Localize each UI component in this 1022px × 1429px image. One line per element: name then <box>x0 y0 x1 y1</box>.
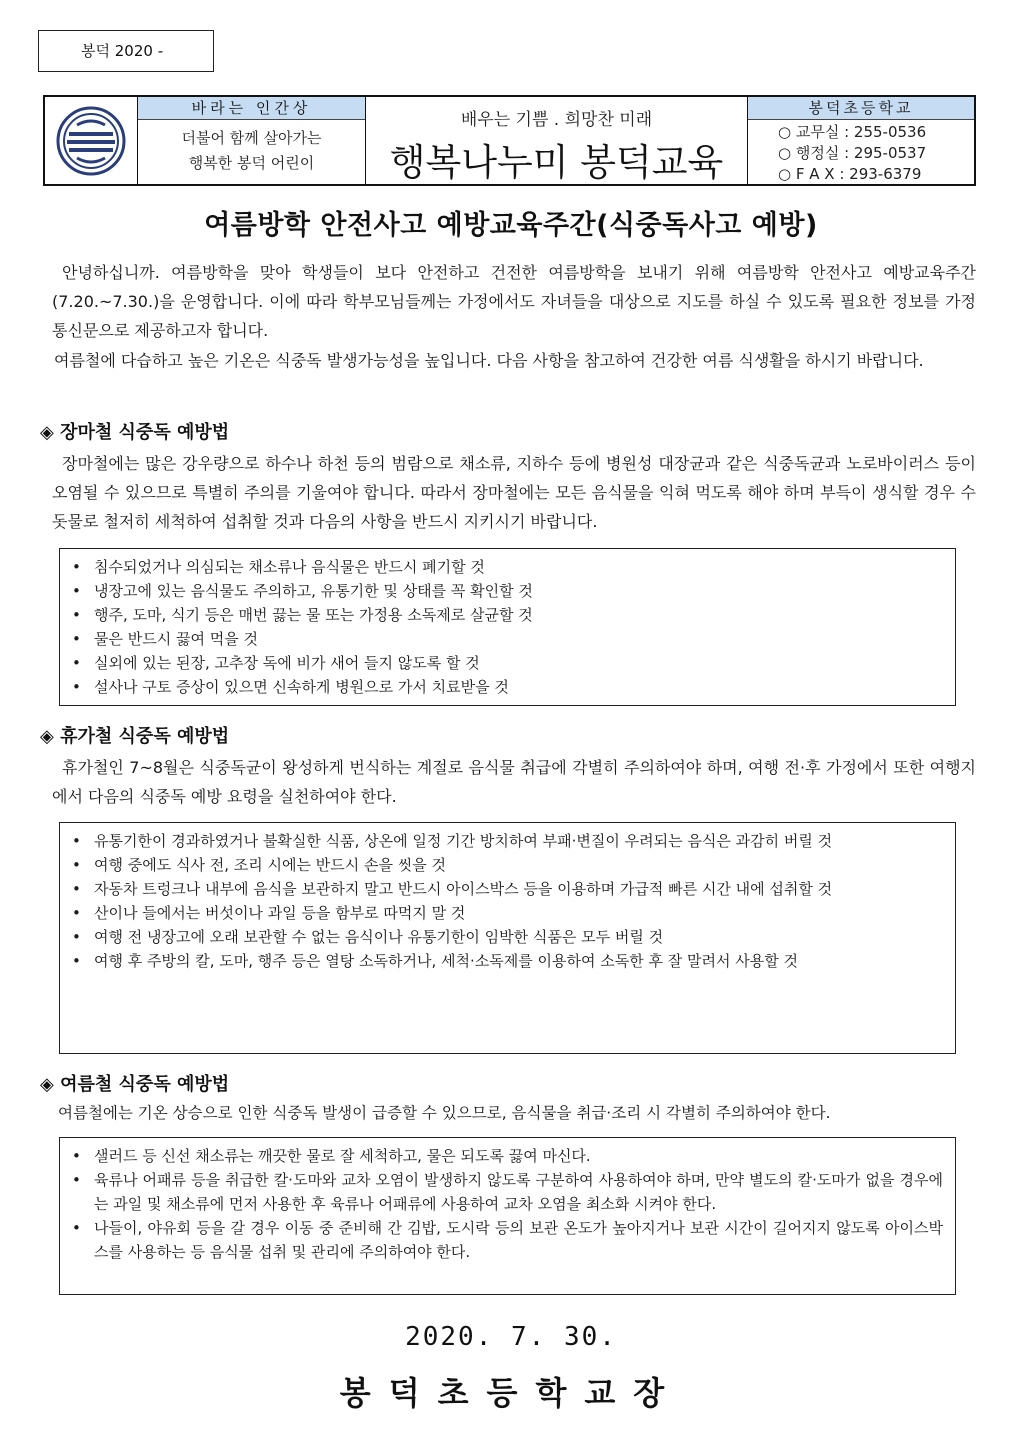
slogan-cell <box>366 97 748 184</box>
section-heading-summer: ◈ 여름철 식중독 예방법 <box>40 1074 230 1095</box>
list-item: • 설사나 구토 증상이 있으면 신속하게 병원으로 가서 치료받을 것 <box>60 675 955 699</box>
issue-date: 2020. 7. 30. <box>405 1322 617 1352</box>
vision-line: 행복한 봉덕 어린이 <box>188 154 315 172</box>
vision-line: 더불어 함께 살아가는 <box>181 129 322 147</box>
checklist-box-rainy <box>59 548 956 706</box>
section-heading-vacation: ◈ 휴가철 식중독 예방법 <box>40 726 230 747</box>
checklist-box-summer <box>59 1137 956 1295</box>
principal-signature-line: 봉덕초등학교장 <box>339 1374 683 1412</box>
list-item: • 물은 반드시 끓여 먹을 것 <box>60 627 955 651</box>
document-number: 봉덕 2020 - <box>81 42 164 60</box>
section-text-vacation: 휴가철인 7~8월은 식중독균이 왕성하게 번식하는 계절로 음식물 취급에 각별히 주의하여야 하며, 여행 전·후 가정에서 또한 여행지에서 다음의 식중독 예방 요령을 실천하여야 한다. <box>52 758 976 806</box>
school-emblem-icon <box>55 105 127 177</box>
contact-admin: ○ 행정실 : 295-0537 <box>778 144 927 162</box>
contact-office: ○ 교무실 : 255-0536 <box>778 123 927 141</box>
main-slogan: 행복나누미 봉덕교육 <box>389 141 724 184</box>
contact-cell <box>748 97 974 184</box>
list-item: • 냉장고에 있는 음식물도 주의하고, 유통기한 및 상태를 꼭 확인할 것 <box>60 579 955 603</box>
list-item: • 실외에 있는 된장, 고추장 독에 비가 새어 들지 않도록 할 것 <box>60 651 955 675</box>
list-item: • 행주, 도마, 식기 등은 매번 끓는 물 또는 가정용 소독제로 살균할 것 <box>60 603 955 627</box>
contact-fax: ○ F A X : 293-6379 <box>778 165 922 183</box>
section-text-summer: 여름철에는 기온 상승으로 인한 식중독 발생이 급증할 수 있으므로, 음식물을 취급·조리 시 각별히 주의하여야 한다. <box>58 1104 831 1122</box>
list-item: • 나들이, 야유회 등을 갈 경우 이동 중 준비해 간 김밥, 도시락 등의 보관 온도가 높아지거나 보관 시간이 길어지지 않도록 아이스박스를 사용하는 등 음식물 섭취 및 관리에 주의하여야 한다. <box>60 1216 955 1264</box>
list-item: • 샐러드 등 신선 채소류는 깨끗한 물로 잘 세척하고, 물은 되도록 끓여 마신다. <box>60 1144 955 1168</box>
vision-cell <box>138 97 366 184</box>
school-label: 봉덕초등학교 <box>748 97 974 120</box>
list-item: • 여행 전 냉장고에 오래 보관할 수 없는 음식이나 유통기한이 임박한 식품은 모두 버릴 것 <box>60 925 955 949</box>
section-text-rainy: 장마철에는 많은 강우량으로 하수나 하천 등의 범람으로 채소류, 지하수 등에 병원성 대장균과 같은 식중독균과 노로바이러스 등이 오염될 수 있으므로 특별히 주의를 기울여야 합니다. 따라서 장마철에는 모든 음식물을 익혀 먹도록 해야 하며 부득이 생식할 경우 수돗물로 철저히 세척하여 섭취할 것과 다음의 사항을 반드시 지키시기 바랍니다. <box>52 454 976 531</box>
vision-label: 바라는 인간상 <box>138 97 365 120</box>
document-number-box <box>38 30 214 72</box>
list-item: • 여행 후 주방의 칼, 도마, 행주 등은 열탕 소독하거나, 세척·소독제를 이용하여 소독한 후 잘 말려서 사용할 것 <box>60 949 955 973</box>
letterhead <box>43 95 976 186</box>
checklist-box-vacation <box>59 822 956 1054</box>
list-item: • 여행 중에도 식사 전, 조리 시에는 반드시 손을 씻을 것 <box>60 853 955 877</box>
motto: 배우는 기쁨 . 희망찬 미래 <box>460 110 653 130</box>
school-logo-cell <box>45 97 138 184</box>
list-item: • 육류나 어패류 등을 취급한 칼·도마와 교차 오염이 발생하지 않도록 구분하여 사용하여야 하며, 만약 별도의 칼·도마가 없을 경우에는 과일 및 채소류에 먼저 사용한 후 육류나 어패류에 사용하여 교차 오염을 최소화 시켜야 한다. <box>60 1168 955 1216</box>
intro-paragraph: 여름철에 다습하고 높은 기온은 식중독 발생가능성을 높입니다. 다음 사항을 참고하여 건강한 여름 식생활을 하시기 바랍니다. <box>54 351 924 370</box>
list-item: • 산이나 들에서는 버섯이나 과일 등을 함부로 따먹지 말 것 <box>60 901 955 925</box>
page-title: 여름방학 안전사고 예방교육주간(식중독사고 예방) <box>204 210 818 241</box>
list-item: • 침수되었거나 의심되는 채소류나 음식물은 반드시 폐기할 것 <box>60 555 955 579</box>
list-item: • 자동차 트렁크나 내부에 음식을 보관하지 말고 반드시 아이스박스 등을 이용하며 가급적 빠른 시간 내에 섭취할 것 <box>60 877 955 901</box>
intro-paragraph: 안녕하십니까. 여름방학을 맞아 학생들이 보다 안전하고 건전한 여름방학을 보내기 위해 여름방학 안전사고 예방교육주간(7.20.~7.30.)을 운영합니다. 이에 따라 학부모님들께는 가정에서도 자녀들을 대상으로 지도를 하실 수 있도록 필요한 정보를 가정통신문으로 제공하고자 합니다. <box>52 263 976 340</box>
section-heading-rainy: ◈ 장마철 식중독 예방법 <box>40 422 230 443</box>
list-item: • 유통기한이 경과하였거나 불확실한 식품, 상온에 일정 기간 방치하여 부패·변질이 우려되는 음식은 과감히 버릴 것 <box>60 829 955 853</box>
vision-text <box>138 120 365 176</box>
